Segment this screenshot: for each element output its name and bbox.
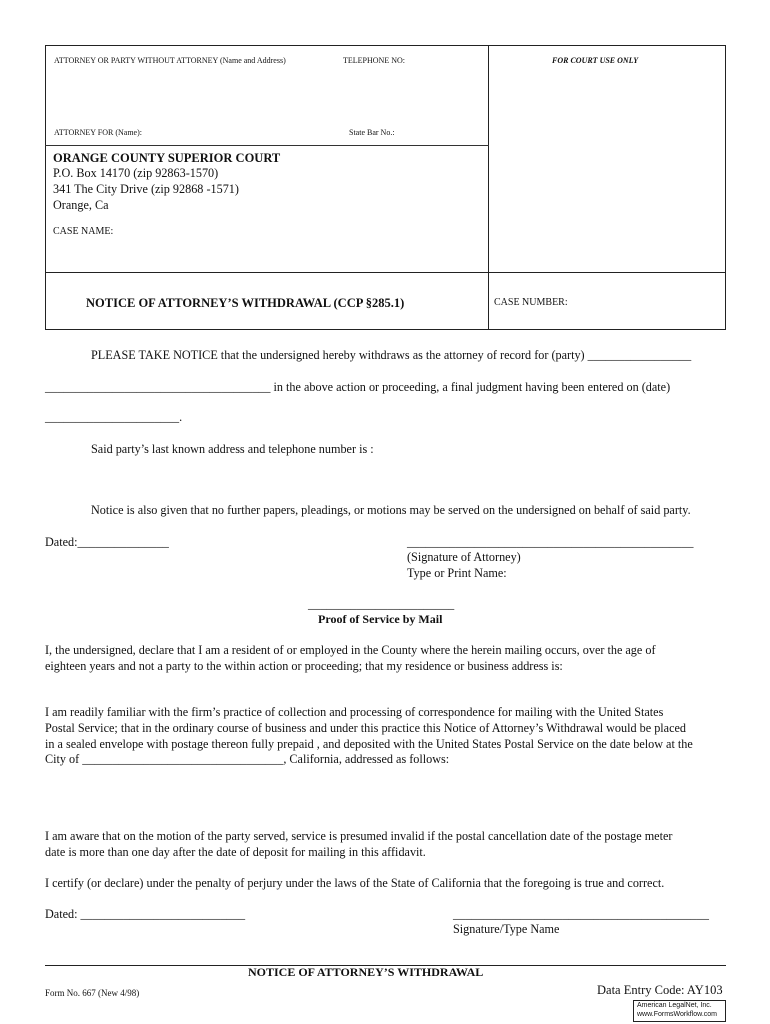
court-address-line1: P.O. Box 14170 (zip 92863-1570) (53, 166, 219, 180)
proof-p1-line2: eighteen years and not a party to the within action or proceeding; that my residence or business address is: (45, 659, 563, 673)
court-address-line2: 341 The City Drive (zip 92868 -1571) (53, 182, 239, 196)
form-number: Form No. 667 (New 4/98) (45, 988, 140, 998)
proof-p1-line1: I, the undersigned, declare that I am a resident of or employed in the County where the herein mailing occurs, over the age of (45, 643, 656, 657)
proof-p3-line1: I am aware that on the motion of the party served, service is presumed invalid if the postal cancellation date of the postage meter (45, 829, 673, 843)
notice-p3: Notice is also given that no further papers, pleadings, or motions may be served on the undersigned on behalf of said party. (91, 503, 691, 517)
notice-p1-line1: PLEASE TAKE NOTICE that the undersigned hereby withdraws as the attorney of record for (party) _________________ (91, 348, 692, 362)
case-name-label: CASE NAME: (53, 226, 114, 237)
court-use-label: FOR COURT USE ONLY (552, 56, 639, 65)
case-number-label: CASE NUMBER: (494, 297, 568, 308)
attorney-for-label: ATTORNEY FOR (Name): (54, 128, 142, 137)
form-title: NOTICE OF ATTORNEY’S WITHDRAWAL (CCP §285.1) (86, 296, 405, 310)
notice-dated: Dated:_______________ (45, 535, 169, 549)
telephone-label: TELEPHONE NO: (343, 56, 405, 65)
proof-title-line: ________________________ (308, 597, 455, 611)
publisher-line1: American LegalNet, Inc. (637, 1002, 712, 1009)
footer-title: NOTICE OF ATTORNEY’S WITHDRAWAL (248, 965, 484, 979)
proof-signature-label: Signature/Type Name (453, 922, 560, 936)
proof-p2-line4: City of _________________________________, California, addressed as follows: (45, 752, 450, 766)
court-divider (45, 145, 489, 146)
publisher-box (633, 1000, 726, 1022)
court-use-box (488, 45, 726, 273)
notice-p2: Said party’s last known address and telephone number is : (91, 442, 374, 456)
notice-p1-line3: ______________________. (45, 410, 183, 424)
proof-p2-line2: Postal Service; that in the ordinary course of business and under this practice this Notice of Attorney’s Withdrawal would be placed (45, 721, 686, 735)
court-address-line3: Orange, Ca (53, 198, 109, 212)
proof-p2-line3: in a sealed envelope with postage thereon fully prepaid , and deposited with the United States Postal Service on the date below at the (45, 737, 693, 751)
proof-signature-line: __________________________________________ (453, 907, 709, 921)
notice-signature-label: (Signature of Attorney) (407, 550, 521, 564)
notice-p1-line2: _____________________________________ in the above action or proceeding, a final judgment having been entered on (date) (45, 380, 671, 394)
proof-p2-line1: I am readily familiar with the firm’s practice of collection and processing of correspondence for mailing with the United States (45, 705, 664, 719)
proof-p4: I certify (or declare) under the penalty of perjury under the laws of the State of California that the foregoing is true and correct. (45, 876, 665, 890)
state-bar-label: State Bar No.: (349, 128, 395, 137)
court-name: ORANGE COUNTY SUPERIOR COURT (53, 151, 281, 165)
notice-type-name-label: Type or Print Name: (407, 566, 507, 580)
proof-dated: Dated: ___________________________ (45, 907, 246, 921)
attorney-label: ATTORNEY OR PARTY WITHOUT ATTORNEY (Name and Address) (54, 56, 286, 65)
proof-title: Proof of Service by Mail (318, 612, 443, 626)
proof-p3-line2: date is more than one day after the date of deposit for mailing in this affidavit. (45, 845, 426, 859)
data-entry-code: Data Entry Code: AY103 (597, 983, 723, 997)
publisher-line2: www.FormsWorkflow.com (637, 1011, 717, 1018)
notice-signature-line: _______________________________________________ (407, 535, 694, 549)
